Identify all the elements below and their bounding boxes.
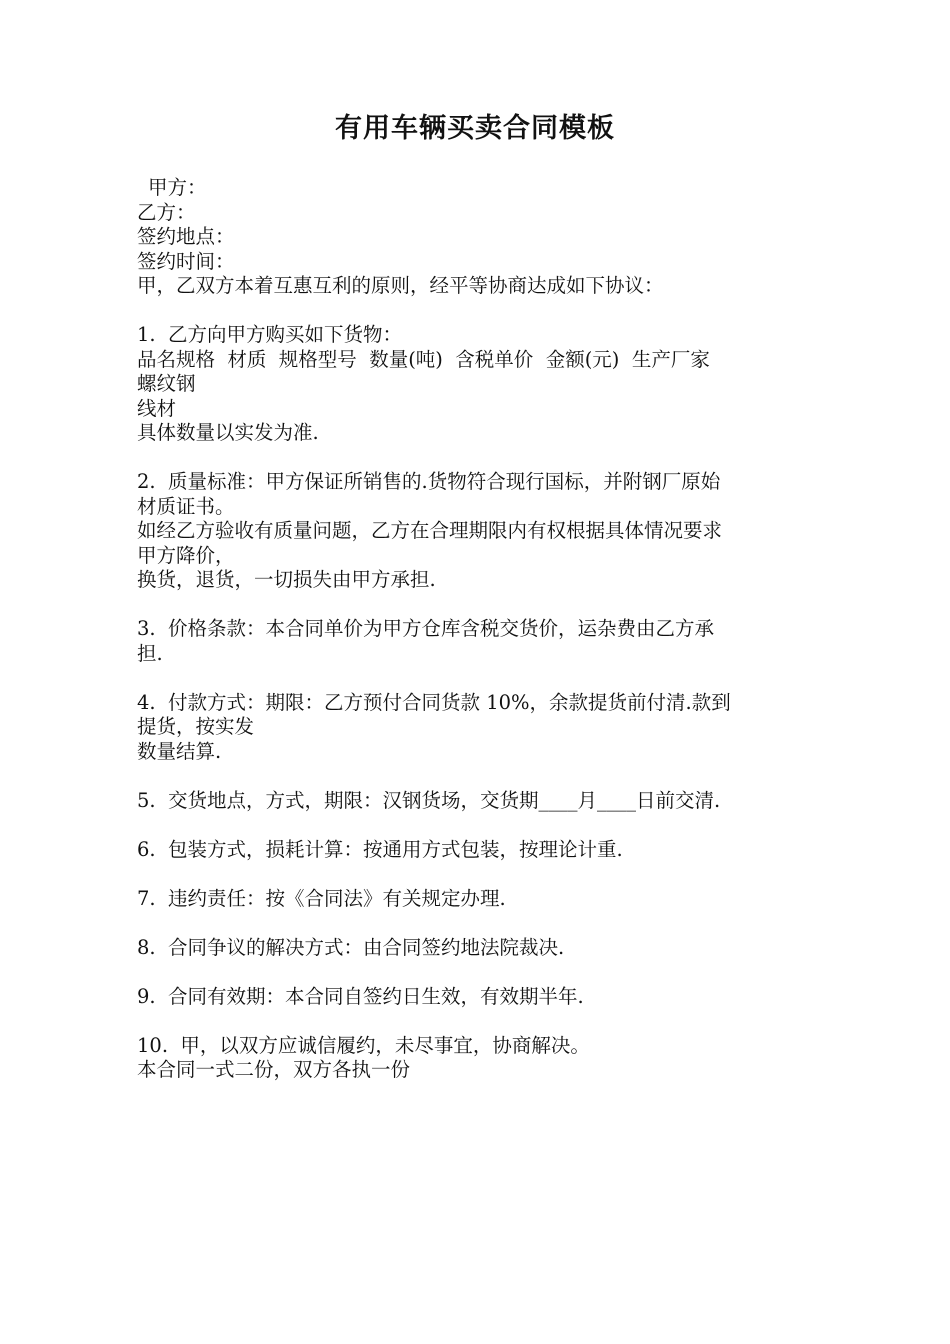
party-a-line: 甲方： <box>148 176 207 199</box>
clause-1-heading: 1. 乙方向甲方购买如下货物： <box>137 323 403 346</box>
clause-2-line-4: 甲方降价， <box>137 543 235 567</box>
preamble-line: 甲，乙双方本着互惠互利的原则，经平等协商达成如下协议： <box>137 274 664 297</box>
paragraph-gap <box>137 813 827 838</box>
clause-8: 8. 合同争议的解决方式：由合同签约地法院裁决. <box>137 935 565 959</box>
document-title: 有用车辆买卖合同模板 <box>335 113 615 144</box>
clause-4-line-2: 提货，按实发 <box>137 715 255 738</box>
paragraph-gap <box>137 666 827 691</box>
clause-6: 6. 包装方式，损耗计算：按通用方式包装，按理论计重. <box>137 837 623 861</box>
clause-3-line-2: 担. <box>137 641 163 665</box>
clause-2-line-2: 材质证书。 <box>137 494 235 518</box>
paragraph-gap <box>137 299 827 324</box>
clause-7: 7. 违约责任：按《合同法》有关规定办理. <box>137 886 506 910</box>
clause-9: 9. 合同有效期：本合同自签约日生效，有效期半年. <box>137 984 584 1008</box>
sign-time-line: 签约时间： <box>137 249 235 273</box>
paragraph-gap <box>137 911 827 936</box>
goods-table-header: 品名规格 材质 规格型号 数量(吨) 含税单价 金额(元) 生产厂家 <box>137 347 710 371</box>
paragraph-gap <box>137 862 827 887</box>
clause-4-line-1: 4. 付款方式：期限：乙方预付合同货款 10%，余款提货前付清.款到 <box>137 690 731 714</box>
clause-4-line-3: 数量结算. <box>137 739 222 763</box>
paragraph-gap <box>137 446 827 471</box>
clause-3-line-1: 3. 价格条款：本合同单价为甲方仓库含税交货价，运杂费由乙方承 <box>137 617 715 640</box>
clause-2-line-1: 2. 质量标准：甲方保证所销售的.货物符合现行国标，并附钢厂原始 <box>137 470 721 493</box>
goods-item-wire-rod: 线材 <box>137 396 177 420</box>
goods-item-rebar: 螺纹钢 <box>137 372 196 395</box>
contract-body <box>137 176 827 1083</box>
quantity-note: 具体数量以实发为准. <box>137 421 319 444</box>
paragraph-gap <box>137 764 827 789</box>
paragraph-gap <box>137 593 827 618</box>
clause-10-line-1: 10. 甲，以双方应诚信履约，未尽事宜，协商解决。 <box>137 1033 590 1057</box>
clause-5: 5. 交货地点，方式，期限：汉钢货场，交货期____月____日前交清. <box>137 788 721 812</box>
party-b-line: 乙方： <box>137 200 196 224</box>
sign-place-line: 签约地点： <box>137 225 235 248</box>
clause-2-line-3: 如经乙方验收有质量问题，乙方在合理期限内有权根据具体情况要求 <box>137 519 723 542</box>
paragraph-gap <box>137 960 827 985</box>
paragraph-gap <box>137 1009 827 1034</box>
clause-2-line-5: 换货，退货，一切损失由甲方承担. <box>137 568 436 591</box>
clause-10-line-2: 本合同一式二份，双方各执一份 <box>137 1058 411 1081</box>
